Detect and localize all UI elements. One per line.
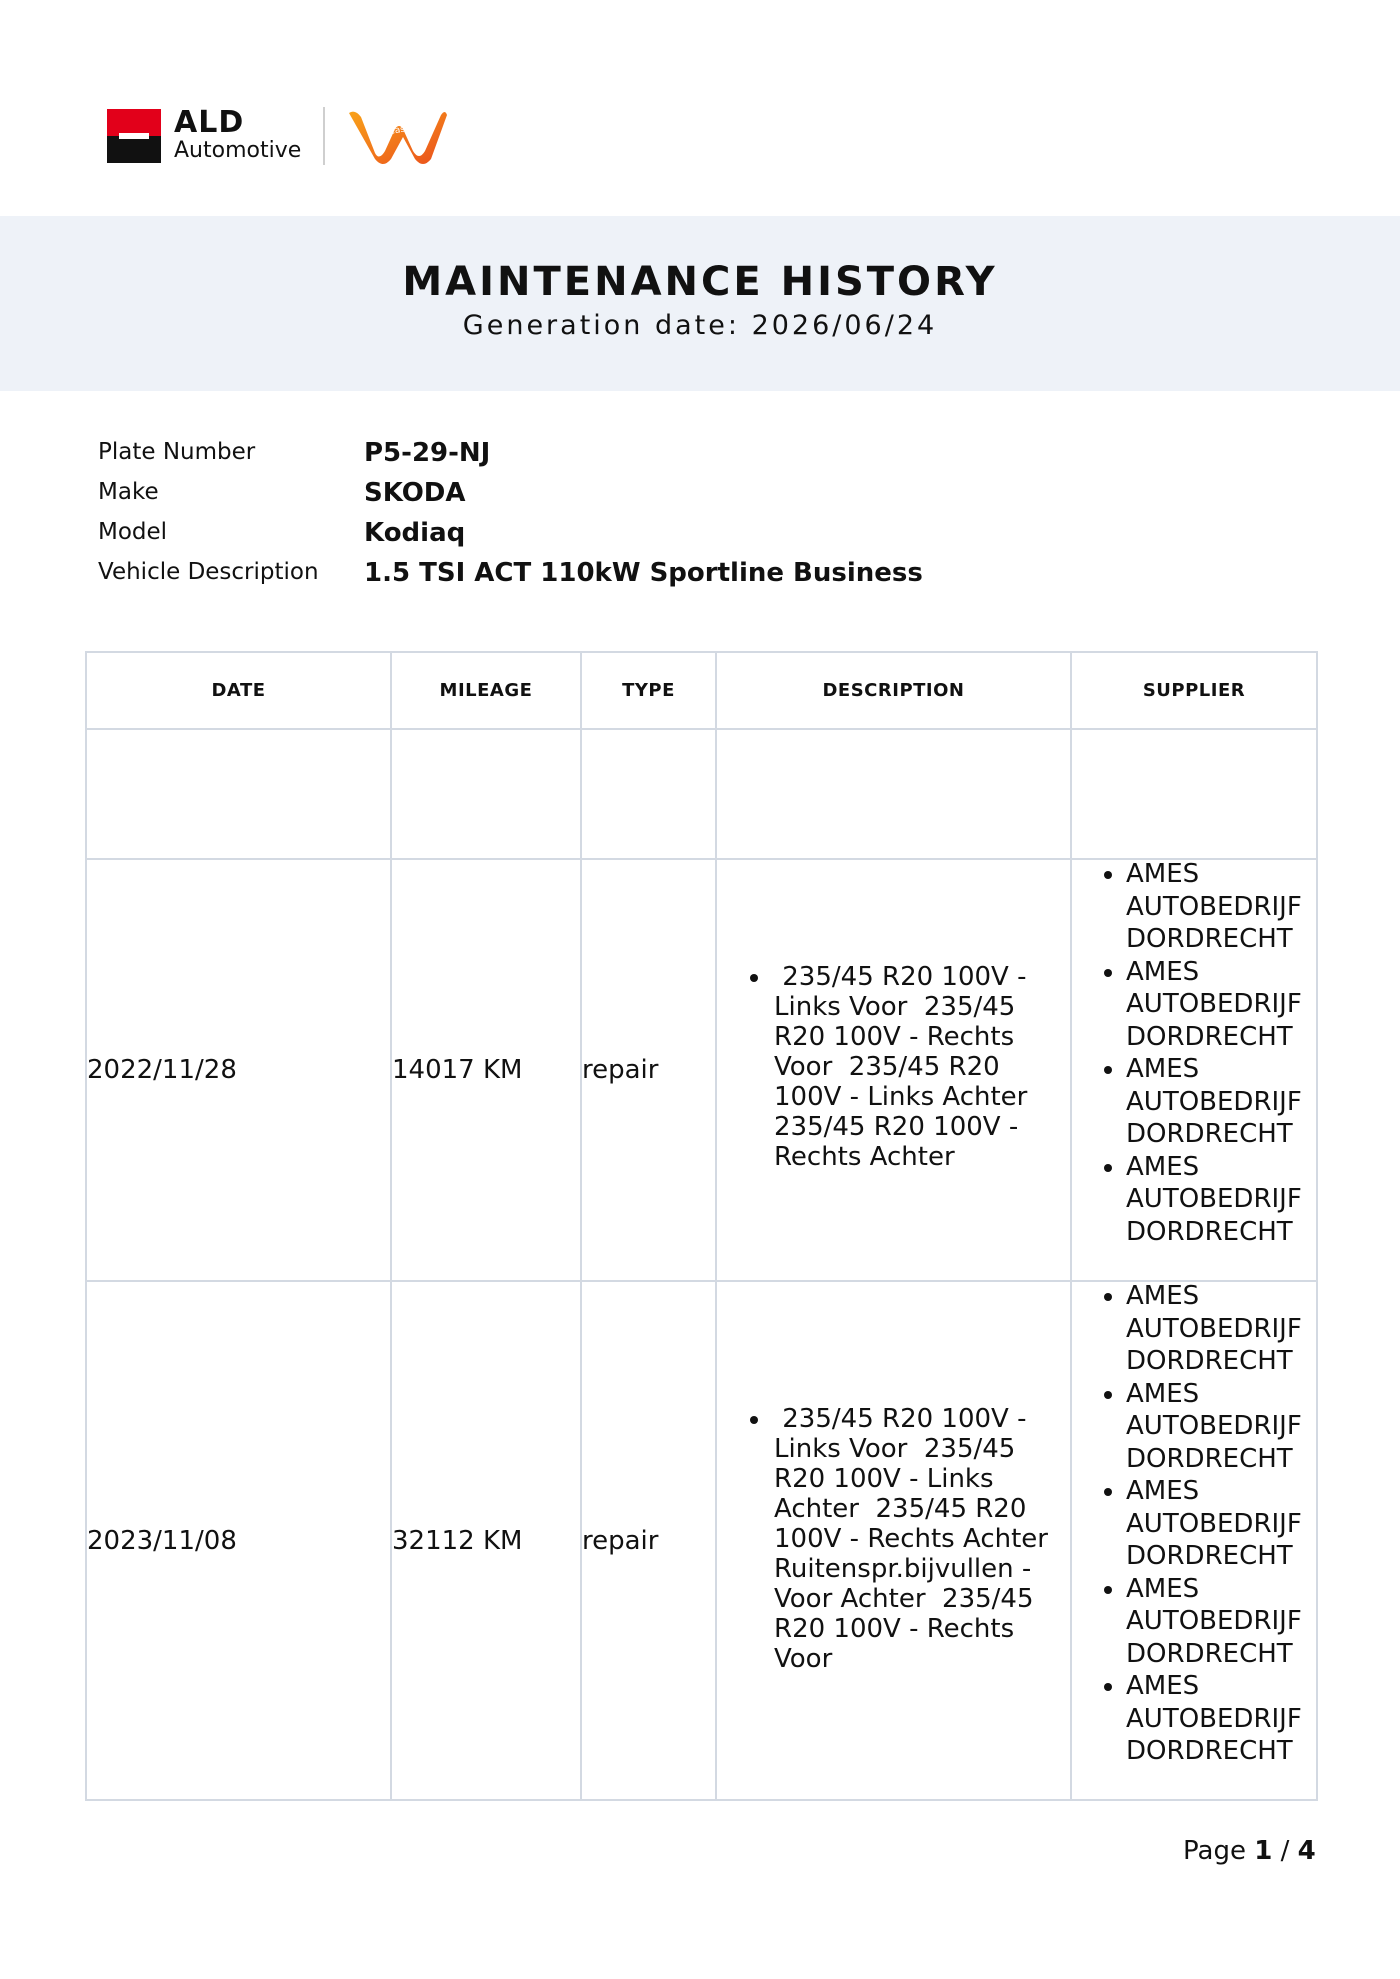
ald-logo-mark xyxy=(107,109,161,163)
supplier-item: • AMES AUTOBEDRIJF DORDRECHT xyxy=(1126,1475,1316,1573)
page-separator: / xyxy=(1280,1836,1290,1866)
column-header-date: DATE xyxy=(86,652,391,729)
logo-white-bar xyxy=(119,133,149,139)
description-text: • 235/45 R20 100V - Links Voor 235/45 R20 100V - Rechts Voor 235/45 R20 100V - Links Achter 235/45 R20 100V - Rechts Achter xyxy=(774,962,1044,1172)
svg-text:LeasePlan: LeasePlan xyxy=(383,120,431,138)
supplier-item: • AMES AUTOBEDRIJF DORDRECHT xyxy=(1126,956,1316,1054)
table-row xyxy=(86,1281,1317,1800)
empty-cell xyxy=(581,729,716,859)
supplier-cell xyxy=(1071,859,1317,1281)
description-item xyxy=(772,1404,1070,1674)
plate-number-label: Plate Number xyxy=(98,439,256,465)
column-header-mileage: MILEAGE xyxy=(391,652,581,729)
make-label: Make xyxy=(98,479,159,505)
supplier-item: • AMES AUTOBEDRIJF DORDRECHT xyxy=(1126,1053,1316,1151)
supplier-item: • AMES AUTOBEDRIJF DORDRECHT xyxy=(1126,1151,1316,1249)
page-prefix: Page xyxy=(1183,1836,1246,1866)
empty-row xyxy=(86,729,1317,859)
model-value: Kodiaq xyxy=(364,518,466,548)
mileage-cell: 14017 KM xyxy=(391,859,581,1281)
page-current: 1 xyxy=(1254,1836,1273,1866)
table-header-row xyxy=(86,652,1317,729)
column-header-type: TYPE xyxy=(581,652,716,729)
maintenance-table xyxy=(85,651,1318,1801)
date-cell: 2022/11/28 xyxy=(86,859,391,1281)
vehicle-description-label: Vehicle Description xyxy=(98,559,319,585)
type-cell: repair xyxy=(581,1281,716,1800)
supplier-item: • AMES AUTOBEDRIJF DORDRECHT xyxy=(1126,858,1316,956)
description-item xyxy=(772,962,1070,1172)
page-title: MAINTENANCE HISTORY xyxy=(402,259,998,305)
supplier-list xyxy=(1072,858,1316,1248)
description-cell xyxy=(716,859,1071,1281)
date-cell: 2023/11/08 xyxy=(86,1281,391,1800)
mileage-cell: 32112 KM xyxy=(391,1281,581,1800)
supplier-list xyxy=(1072,1280,1316,1768)
make-value: SKODA xyxy=(364,478,466,508)
type-cell: repair xyxy=(581,859,716,1281)
supplier-item: • AMES AUTOBEDRIJF DORDRECHT xyxy=(1126,1280,1316,1378)
supplier-item: • AMES AUTOBEDRIJF DORDRECHT xyxy=(1126,1573,1316,1671)
logo-black-block xyxy=(107,136,161,163)
page-indicator xyxy=(1183,1838,1316,1864)
empty-cell xyxy=(716,729,1071,859)
table-row xyxy=(86,859,1317,1281)
page-total: 4 xyxy=(1297,1836,1316,1866)
column-header-supplier: SUPPLIER xyxy=(1071,652,1317,729)
logo-divider xyxy=(323,107,325,165)
leaseplan-logo xyxy=(345,103,449,169)
supplier-item: • AMES AUTOBEDRIJF DORDRECHT xyxy=(1126,1670,1316,1768)
empty-cell xyxy=(1071,729,1317,859)
empty-cell xyxy=(391,729,581,859)
description-text: • 235/45 R20 100V - Links Voor 235/45 R20 100V - Links Achter 235/45 R20 100V - Rechts Achter Ruitenspr.bijvullen - Voor Achter 235/45 R20 100V - Rechts Voor xyxy=(774,1403,1065,1674)
supplier-cell xyxy=(1071,1281,1317,1800)
generation-date: Generation date: 2026/06/24 xyxy=(462,310,938,341)
vehicle-description-value: 1.5 TSI ACT 110kW Sportline Business xyxy=(364,558,923,588)
description-list xyxy=(717,1404,1070,1674)
description-list xyxy=(717,962,1070,1172)
empty-cell xyxy=(86,729,391,859)
brand-name: ALD xyxy=(174,105,245,140)
column-header-description: DESCRIPTION xyxy=(716,652,1071,729)
brand-subtitle: Automotive xyxy=(174,138,302,163)
description-cell xyxy=(716,1281,1071,1800)
logo-red-block xyxy=(107,109,161,136)
model-label: Model xyxy=(98,519,168,545)
supplier-item: • AMES AUTOBEDRIJF DORDRECHT xyxy=(1126,1378,1316,1476)
plate-number-value: P5-29-NJ xyxy=(364,438,491,468)
